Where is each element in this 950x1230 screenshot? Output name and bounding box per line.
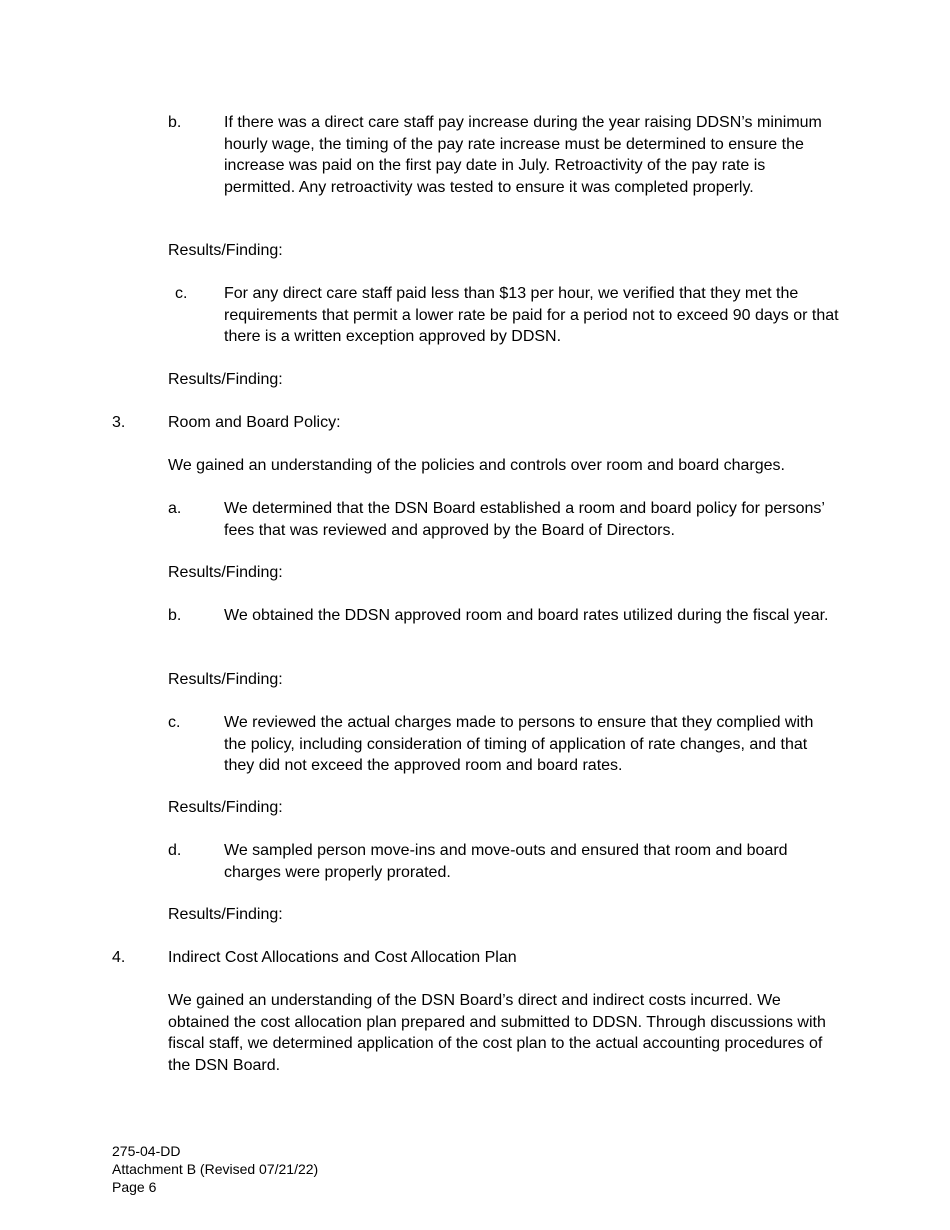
results-finding-label: Results/Finding:	[168, 242, 283, 259]
page-footer	[112, 1142, 318, 1196]
item-marker: c.	[168, 714, 181, 731]
section-title: Room and Board Policy:	[168, 414, 341, 431]
section-intro: We gained an understanding of the DSN Board’s direct and indirect costs incurred. We obtained the cost allocation plan prepared and submitted to DDSN. Through discussions with fiscal staff, we determined application of the cost plan to the actual accounting procedures of the DSN Board.	[168, 992, 826, 1074]
item-text: If there was a direct care staff pay increase during the year raising DDSN’s minimum hourly wage, the timing of the pay rate increase must be determined to ensure the increase was paid on the first pay date in July. Retroactivity of the pay rate is permitted. Any retroactivity was tested to ensure it was completed properly.	[224, 114, 822, 196]
item-marker: b.	[168, 114, 182, 131]
item-text: We obtained the DDSN approved room and board rates utilized during the fiscal year.	[224, 607, 829, 624]
results-finding-label: Results/Finding:	[168, 671, 283, 688]
item-marker: c.	[175, 285, 188, 302]
section-number: 3.	[112, 414, 126, 431]
item-marker: a.	[168, 500, 182, 517]
item-text: We determined that the DSN Board established a room and board policy for persons’ fees that was reviewed and approved by the Board of Directors.	[224, 500, 825, 539]
footer-attachment: Attachment B (Revised 07/21/22)	[112, 1161, 319, 1177]
results-finding-label: Results/Finding:	[168, 564, 283, 581]
item-marker: b.	[168, 607, 182, 624]
item-marker: d.	[168, 842, 182, 859]
footer-doc-number: 275-04-DD	[112, 1143, 181, 1159]
section-number: 4.	[112, 949, 126, 966]
item-text: For any direct care staff paid less than $13 per hour, we verified that they met the requirements that permit a lower rate be paid for a period not to exceed 90 days or that there is a written exception approved by DDSN.	[224, 285, 839, 345]
item-text: We sampled person move-ins and move-outs and ensured that room and board charges were properly prorated.	[224, 842, 788, 881]
footer-page-number: Page 6	[112, 1179, 157, 1195]
section-intro: We gained an understanding of the policies and controls over room and board charges.	[168, 457, 785, 474]
item-text: We reviewed the actual charges made to persons to ensure that they complied with the policy, including consideration of timing of application of rate changes, and that they did not exceed the approved room and board rates.	[224, 714, 814, 774]
results-finding-label: Results/Finding:	[168, 371, 283, 388]
results-finding-label: Results/Finding:	[168, 799, 283, 816]
section-title: Indirect Cost Allocations and Cost Allocation Plan	[168, 949, 517, 966]
results-finding-label: Results/Finding:	[168, 906, 283, 923]
